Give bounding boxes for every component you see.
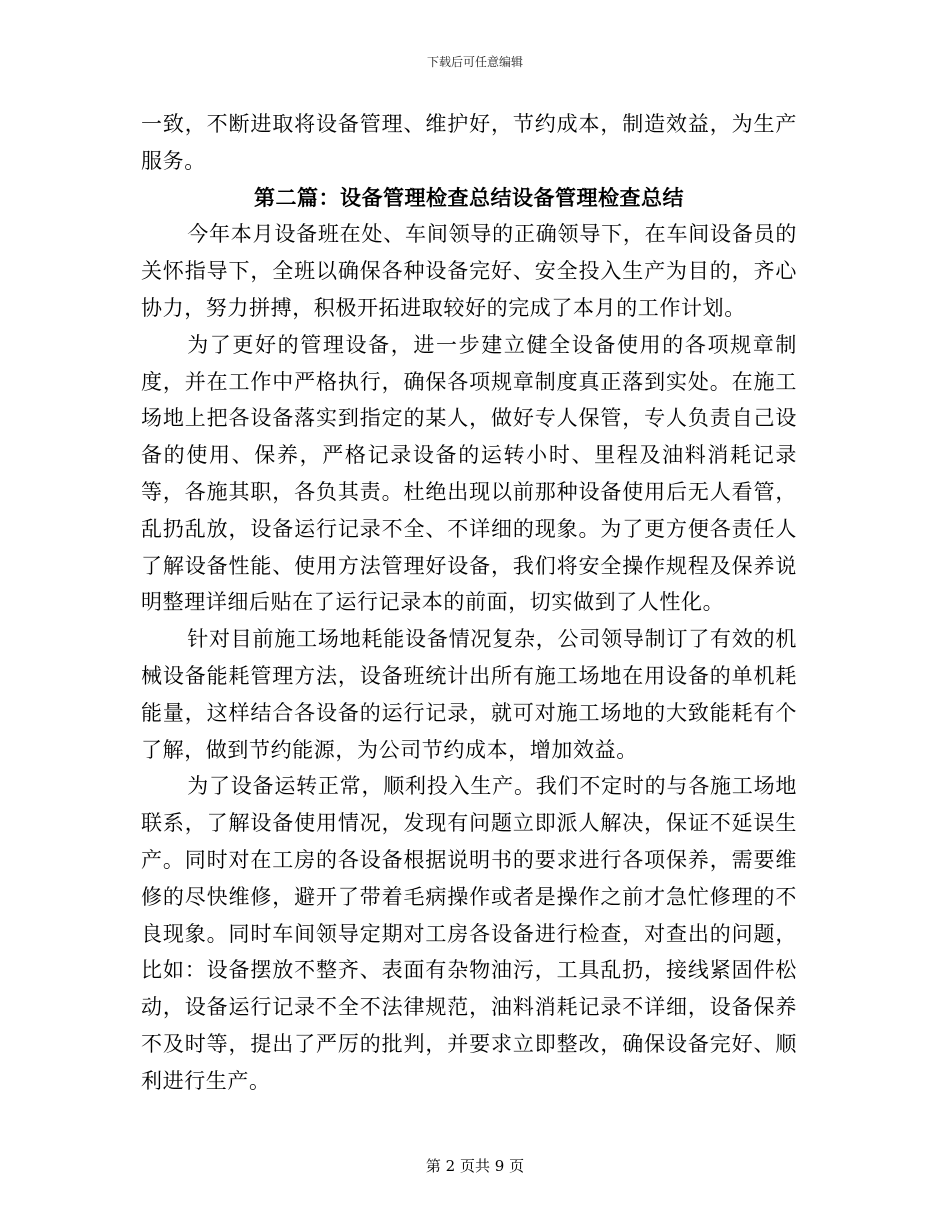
paragraph-2: 为了更好的管理设备，进一步建立健全设备使用的各项规章制度，并在工作中严格执行，确保各项规章制度真正落到实处。在施工场地上把各设备落实到指定的某人，做好专人保管，专人负责自己设备的使用、保养，严格记录设备的运转小时、里程及油料消耗记录等，各施其职，各负其责。杜绝出现以前那种设备使用后无人看管，乱扔乱放，设备运行记录不全、不详细的现象。为了更方便各责任人了解设备性能、使用方法管理好设备，我们将安全操作规程及保养说明整理详细后贴在了运行记录本的前面，切实做到了人性化。 xyxy=(141,332,797,615)
paragraph-4: 为了设备运转正常，顺利投入生产。我们不定时的与各施工场地联系，了解设备使用情况，发现有问题立即派人解决，保证不延误生产。同时对在工房的各设备根据说明书的要求进行各项保养，需要维修的尽快维修，避开了带着毛病操作或者是操作之前才急忙修理的不良现象。同时车间领导定期对工房各设备进行检查，对查出的问题，比如：设备摆放不整齐、表面有杂物油污，工具乱扔，接线紧固件松动，设备运行记录不全不法律规范，油料消耗记录不详细，设备保养不及时等，提出了严厉的批判，并要求立即整改，确保设备完好、顺利进行生产。 xyxy=(141,774,797,1093)
page-number: 第 2 页共 9 页 xyxy=(425,1157,525,1175)
continuation-paragraph: 一致，不断进取将设备管理、维护好，节约成本，制造效益，为生产服务。 xyxy=(141,112,797,173)
paragraph-1: 今年本月设备班在处、车间领导的正确领导下，在车间设备员的关怀指导下，全班以确保各种设备完好、安全投入生产为目的，齐心协力，努力拼搏，积极开拓进取较好的完成了本月的工作计划。 xyxy=(141,222,797,320)
page-header-note: 下载后可任意编辑 xyxy=(426,55,523,69)
paragraph-3: 针对目前施工场地耗能设备情况复杂，公司领导制订了有效的机械设备能耗管理方法，设备班统计出所有施工场地在用设备的单机耗能量，这样结合各设备的运行记录，就可对施工场地的大致能耗有个了解，做到节约能源，为公司节约成本，增加效益。 xyxy=(141,627,797,762)
document-body xyxy=(141,106,797,1100)
section-title: 第二篇：设备管理检查总结设备管理检查总结 xyxy=(254,184,684,210)
